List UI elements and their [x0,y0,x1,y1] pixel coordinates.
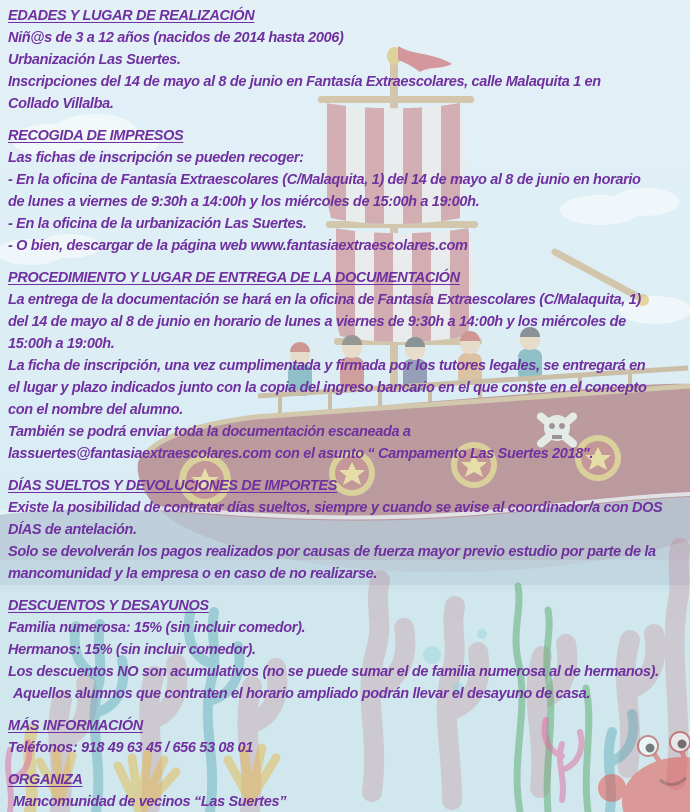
text-line: La entrega de la documentación se hará en la oficina de Fantasía Extraescolares (C/Malaquita, 1) [8,292,641,308]
section-heading: RECOGIDA DE IMPRESOS [8,128,184,144]
text-line: Familia numerosa: 15% (sin incluir comedor). [8,620,306,636]
section-descuentos-desayunos [8,595,688,705]
text-line: Hermanos: 15% (sin incluir comedor). [8,642,256,658]
text-line: Teléfonos: 918 49 63 45 / 656 53 08 01 [8,740,253,756]
text-line: el lugar y plazo indicados junto con la copia del ingreso bancario en el que conste en el concepto [8,380,647,396]
text-line: Inscripciones del 14 de mayo al 8 de junio en Fantasía Extraescolares, calle Malaquita 1 en [8,74,601,90]
text-line: Urbanización Las Suertes. [8,52,181,68]
section-heading: DÍAS SUELTOS Y DEVOLUCIONES DE IMPORTES [8,478,338,494]
text-line: del 14 de mayo al 8 de junio en horario de lunes a viernes de 9:30h a 14:00h y los miércoles de [8,314,626,330]
text-line: con el nombre del alumno. [8,402,183,418]
text-line: DÍAS de antelación. [8,522,137,538]
section-organiza [8,769,688,812]
text-line: Collado Villalba. [8,96,114,112]
text-line: También se podrá enviar toda la documentación escaneada a [8,424,411,440]
text-line: - En la oficina de la urbanización Las Suertes. [8,216,307,232]
section-heading: MÁS INFORMACIÓN [8,718,143,734]
section-mas-informacion [8,715,688,759]
text-line: - O bien, descargar de la página web www.fantasiaextraescolares.com [8,238,468,254]
text-line: Aquellos alumnos que contraten el horario ampliado podrán llevar el desayuno de casa. [13,686,590,702]
text-line: 15:00h a 19:00h. [8,336,115,352]
text-line: Mancomunidad de vecinos “Las Suertes” [13,794,287,810]
section-recogida-de-impresos [8,125,688,257]
text-line: Existe la posibilidad de contratar días sueltos, siempre y cuando se avise al coordinador/a con DOS [8,500,663,516]
section-heading: EDADES Y LUGAR DE REALIZACIÓN [8,8,255,24]
text-line: - En la oficina de Fantasía Extraescolares (C/Malaquita, 1) del 14 de mayo al 8 de junio en horario [8,172,641,188]
text-line: Las fichas de inscripción se pueden recoger: [8,150,304,166]
section-heading: PROCEDIMIENTO Y LUGAR DE ENTREGA DE LA DOCUMENTACIÓN [8,270,460,286]
text-line: Niñ@s de 3 a 12 años (nacidos de 2014 hasta 2006) [8,30,344,46]
text-line: lassuertes@fantasiaextraescolares.com con el asunto “ Campamento Las Suertes 2018". [8,446,594,462]
section-heading: ORGANIZA [8,772,83,788]
section-procedimiento-entrega [8,267,688,465]
section-heading: DESCUENTOS Y DESAYUNOS [8,598,209,614]
text-line: Los descuentos NO son acumulativos (no se puede sumar el de familia numerosa al de hermanos). [8,664,659,680]
text-line: mancomunidad y la empresa o en caso de no realizarse. [8,566,378,582]
text-line: de lunes a viernes de 9:30h a 14:00h y los miércoles de 15:00h a 19:00h. [8,194,480,210]
section-edades-y-lugar [8,5,688,115]
section-dias-sueltos-devoluciones [8,475,688,585]
text-line: La ficha de inscripción, una vez cumplimentada y firmada por los tutores legales, se entregará en [8,358,646,374]
text-line: Solo se devolverán los pagos realizados por causas de fuerza mayor previo estudio por parte de la [8,544,656,560]
